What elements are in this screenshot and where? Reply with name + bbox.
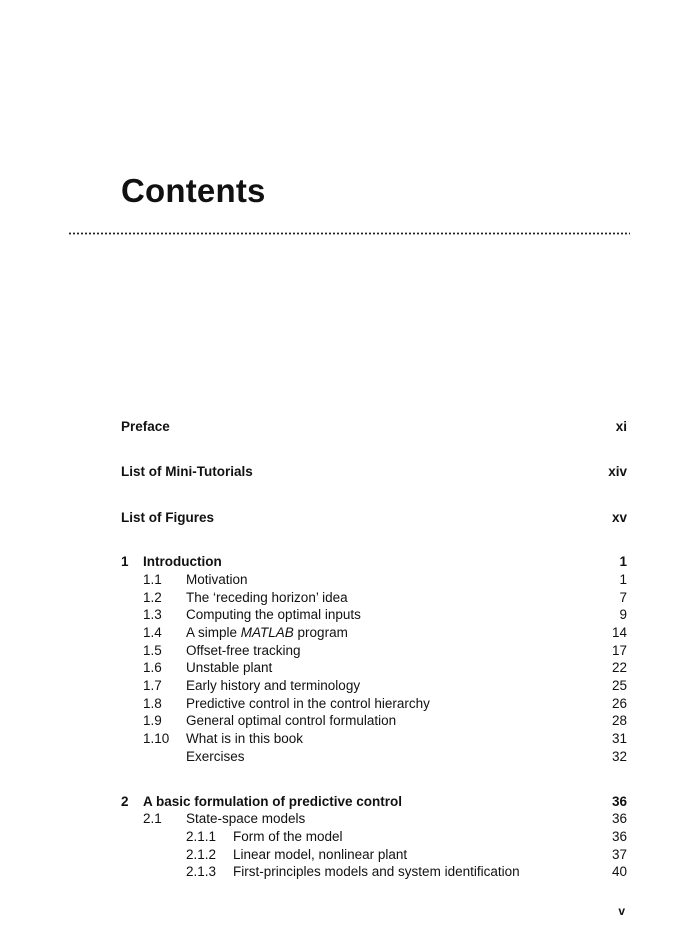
section-title: Exercises	[186, 749, 245, 764]
section-page: 26	[611, 696, 627, 711]
section-title: Computing the optimal inputs	[186, 607, 361, 622]
chapter-title: Introduction	[143, 554, 222, 569]
section-number: 1.6	[143, 660, 162, 675]
chapter-page: 1	[619, 554, 627, 569]
section-title: What is in this book	[186, 731, 304, 746]
section-page: 31	[611, 731, 627, 746]
section-number: 1.10	[143, 731, 170, 746]
section-title: General optimal control formulation	[186, 713, 397, 728]
section-number: 1.9	[143, 713, 162, 728]
subsection-title: Form of the model	[233, 829, 343, 844]
section-title: State-space models	[186, 811, 306, 826]
section-title: Predictive control in the control hierarchy	[186, 696, 430, 711]
section-page: 32	[611, 749, 627, 764]
chapter-page: 36	[611, 794, 627, 809]
subsection-number: 2.1.1	[186, 829, 217, 844]
section-page: 28	[611, 713, 627, 728]
subsection-page: 36	[611, 829, 627, 844]
chapter-number: 1	[121, 554, 129, 569]
section-title-post: program	[293, 625, 348, 640]
section-page: 1	[619, 572, 627, 587]
chapter-title: A basic formulation of predictive control	[143, 794, 403, 809]
section-page: 36	[611, 811, 627, 826]
section-number: 1.5	[143, 643, 162, 658]
toc-entry-page: xv	[611, 510, 627, 525]
section-number: 2.1	[143, 811, 162, 826]
subsection-page: 37	[611, 847, 627, 862]
page-folio: v	[618, 904, 625, 918]
toc-entry-label: Preface	[121, 419, 170, 434]
section-title-pre: A simple	[186, 625, 241, 640]
section-title: Motivation	[186, 572, 248, 587]
section-page: 14	[611, 625, 627, 640]
chapter-number: 2	[121, 794, 129, 809]
subsection-number: 2.1.3	[186, 864, 217, 879]
section-number: 1.1	[143, 572, 162, 587]
section-page: 17	[611, 643, 627, 658]
subsection-title: Linear model, nonlinear plant	[233, 847, 408, 862]
section-number: 1.3	[143, 607, 162, 622]
toc-entry-label: List of Figures	[121, 510, 215, 525]
subsection-number: 2.1.2	[186, 847, 217, 862]
section-number: 1.2	[143, 590, 162, 605]
section-page: 25	[611, 678, 627, 693]
toc-entry-label: List of Mini-Tutorials	[121, 464, 253, 479]
section-title-em: MATLAB	[240, 625, 294, 640]
section-page: 22	[611, 660, 627, 675]
page-title: Contents	[121, 172, 266, 209]
section-title: Offset-free tracking	[186, 643, 301, 658]
toc-entry-page: xi	[615, 419, 627, 434]
section-title: Early history and terminology	[186, 678, 361, 693]
section-title: The ‘receding horizon’ idea	[186, 590, 348, 605]
subsection-page: 40	[611, 864, 627, 879]
section-number: 1.8	[143, 696, 162, 711]
section-page: 7	[619, 590, 627, 605]
subsection-title: First-principles models and system identification	[233, 864, 520, 879]
section-title: Unstable plant	[186, 660, 273, 675]
section-number: 1.7	[143, 678, 162, 693]
section-number: 1.4	[143, 625, 162, 640]
toc-entry-page: xiv	[608, 464, 627, 479]
section-page: 9	[619, 607, 627, 622]
section-title	[186, 625, 348, 641]
